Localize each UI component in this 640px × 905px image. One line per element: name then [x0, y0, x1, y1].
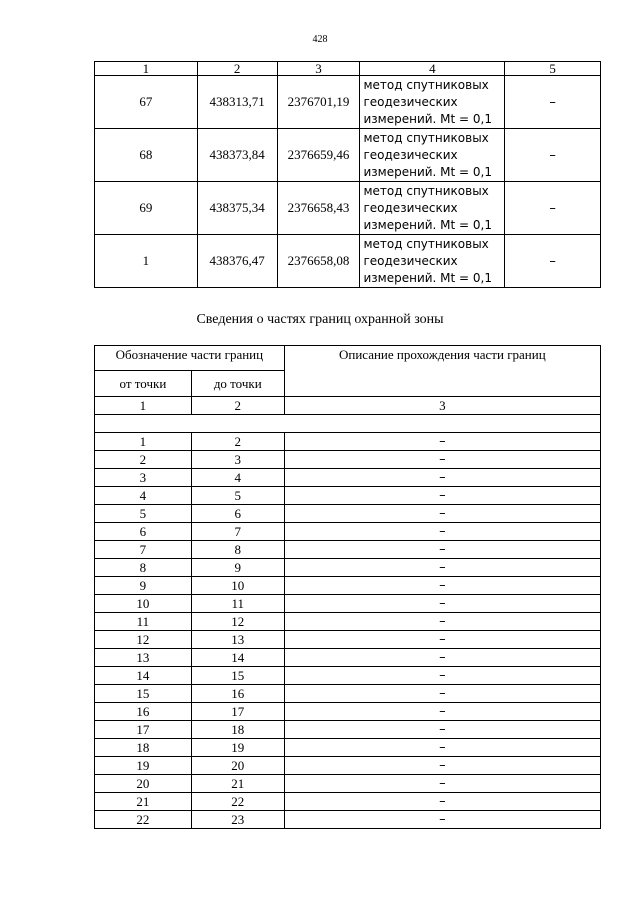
method-line: метод спутниковых	[363, 236, 489, 251]
description-cell: –	[284, 775, 600, 793]
description-cell: –	[284, 739, 600, 757]
from-point-cell: 2	[95, 451, 192, 469]
method-line: геодезических	[363, 147, 458, 162]
from-point-cell: 14	[95, 667, 192, 685]
description-cell: –	[284, 793, 600, 811]
boundary-part-row	[95, 721, 601, 739]
to-point-cell: 21	[191, 775, 284, 793]
from-point-header: от точки	[95, 371, 192, 397]
from-point-cell: 12	[95, 631, 192, 649]
to-point-cell: 13	[191, 631, 284, 649]
coordinate-row	[95, 129, 601, 182]
to-point-cell: 12	[191, 613, 284, 631]
boundary-part-row	[95, 793, 601, 811]
from-point-cell: 21	[95, 793, 192, 811]
column-number: 1	[95, 62, 198, 76]
coordinates-table	[94, 61, 601, 288]
x-coordinate-cell: 438373,84	[197, 129, 277, 182]
from-point-cell: 6	[95, 523, 192, 541]
description-cell: –	[284, 757, 600, 775]
boundary-parts-table	[94, 345, 601, 829]
from-point-cell: 11	[95, 613, 192, 631]
method-line: геодезических	[363, 94, 458, 109]
boundary-part-row	[95, 685, 601, 703]
point-number-cell: 67	[95, 76, 198, 129]
x-coordinate-cell: 438376,47	[197, 235, 277, 288]
to-point-cell: 20	[191, 757, 284, 775]
column-number: 2	[197, 62, 277, 76]
description-cell: –	[284, 721, 600, 739]
note-cell: –	[505, 182, 601, 235]
parts-column-numbers-row	[95, 397, 601, 415]
empty-row	[95, 415, 601, 433]
description-cell: –	[284, 667, 600, 685]
boundary-part-row	[95, 487, 601, 505]
description-cell: –	[284, 469, 600, 487]
boundary-part-row	[95, 577, 601, 595]
description-cell: –	[284, 613, 600, 631]
note-cell: –	[505, 76, 601, 129]
to-point-cell: 11	[191, 595, 284, 613]
coordinate-row	[95, 182, 601, 235]
from-point-cell: 7	[95, 541, 192, 559]
boundary-part-row	[95, 631, 601, 649]
boundary-part-row	[95, 775, 601, 793]
to-point-cell: 3	[191, 451, 284, 469]
boundary-part-row	[95, 541, 601, 559]
note-cell: –	[505, 129, 601, 182]
method-line: метод спутниковых	[363, 130, 489, 145]
from-point-cell: 3	[95, 469, 192, 487]
method-line: геодезических	[363, 253, 458, 268]
to-point-cell: 10	[191, 577, 284, 595]
to-point-header: до точки	[191, 371, 284, 397]
description-cell: –	[284, 433, 600, 451]
column-number: 2	[191, 397, 284, 415]
to-point-cell: 23	[191, 811, 284, 829]
to-point-cell: 4	[191, 469, 284, 487]
column-number: 1	[95, 397, 192, 415]
x-coordinate-cell: 438313,71	[197, 76, 277, 129]
description-cell: –	[284, 577, 600, 595]
method-line: метод спутниковых	[363, 183, 489, 198]
parts-header-row	[95, 346, 601, 371]
note-cell: –	[505, 235, 601, 288]
from-point-cell: 5	[95, 505, 192, 523]
boundary-part-row	[95, 559, 601, 577]
section-title: Сведения о частях границ охранной зоны	[196, 312, 444, 327]
boundary-part-row	[95, 595, 601, 613]
method-line: метод спутниковых	[363, 77, 489, 92]
boundary-part-row	[95, 667, 601, 685]
description-cell: –	[284, 559, 600, 577]
boundary-part-row	[95, 433, 601, 451]
to-point-cell: 17	[191, 703, 284, 721]
boundary-part-row	[95, 739, 601, 757]
method-cell	[360, 182, 505, 235]
boundary-part-row	[95, 523, 601, 541]
description-cell: –	[284, 541, 600, 559]
description-cell: –	[284, 523, 600, 541]
y-coordinate-cell: 2376701,19	[277, 76, 360, 129]
description-cell: –	[284, 685, 600, 703]
point-number-cell: 69	[95, 182, 198, 235]
boundary-part-row	[95, 505, 601, 523]
boundary-part-row	[95, 451, 601, 469]
method-line: измерений. Mt = 0,1	[363, 270, 492, 285]
to-point-cell: 5	[191, 487, 284, 505]
column-number: 4	[360, 62, 505, 76]
boundary-part-row	[95, 811, 601, 829]
to-point-cell: 6	[191, 505, 284, 523]
coordinate-row	[95, 76, 601, 129]
from-point-cell: 13	[95, 649, 192, 667]
method-line: измерений. Mt = 0,1	[363, 164, 492, 179]
description-cell: –	[284, 631, 600, 649]
column-number: 5	[505, 62, 601, 76]
y-coordinate-cell: 2376658,08	[277, 235, 360, 288]
to-point-cell: 22	[191, 793, 284, 811]
boundary-part-row	[95, 469, 601, 487]
description-cell: –	[284, 487, 600, 505]
description-cell: –	[284, 649, 600, 667]
to-point-cell: 18	[191, 721, 284, 739]
designation-header: Обозначение части границ	[95, 346, 285, 371]
from-point-cell: 19	[95, 757, 192, 775]
from-point-cell: 10	[95, 595, 192, 613]
to-point-cell: 14	[191, 649, 284, 667]
from-point-cell: 22	[95, 811, 192, 829]
to-point-cell: 19	[191, 739, 284, 757]
description-cell: –	[284, 703, 600, 721]
point-number-cell: 68	[95, 129, 198, 182]
from-point-cell: 17	[95, 721, 192, 739]
from-point-cell: 18	[95, 739, 192, 757]
column-number: 3	[277, 62, 360, 76]
x-coordinate-cell: 438375,34	[197, 182, 277, 235]
method-cell	[360, 235, 505, 288]
from-point-cell: 16	[95, 703, 192, 721]
to-point-cell: 9	[191, 559, 284, 577]
method-line: измерений. Mt = 0,1	[363, 111, 492, 126]
to-point-cell: 7	[191, 523, 284, 541]
method-cell	[360, 129, 505, 182]
description-cell: –	[284, 505, 600, 523]
method-line: измерений. Mt = 0,1	[363, 217, 492, 232]
to-point-cell: 2	[191, 433, 284, 451]
coordinate-row	[95, 235, 601, 288]
boundary-part-row	[95, 703, 601, 721]
to-point-cell: 16	[191, 685, 284, 703]
from-point-cell: 15	[95, 685, 192, 703]
column-number: 3	[284, 397, 600, 415]
to-point-cell: 15	[191, 667, 284, 685]
boundary-part-row	[95, 757, 601, 775]
point-number-cell: 1	[95, 235, 198, 288]
page-number: 428	[312, 34, 328, 45]
y-coordinate-cell: 2376659,46	[277, 129, 360, 182]
description-cell: –	[284, 595, 600, 613]
from-point-cell: 1	[95, 433, 192, 451]
coordinates-header-row	[95, 62, 601, 76]
empty-cell	[95, 415, 601, 433]
from-point-cell: 4	[95, 487, 192, 505]
description-cell: –	[284, 451, 600, 469]
description-header: Описание прохождения части границ	[284, 346, 600, 397]
method-line: геодезических	[363, 200, 458, 215]
from-point-cell: 8	[95, 559, 192, 577]
from-point-cell: 9	[95, 577, 192, 595]
boundary-part-row	[95, 649, 601, 667]
boundary-part-row	[95, 613, 601, 631]
y-coordinate-cell: 2376658,43	[277, 182, 360, 235]
from-point-cell: 20	[95, 775, 192, 793]
to-point-cell: 8	[191, 541, 284, 559]
method-cell	[360, 76, 505, 129]
description-cell: –	[284, 811, 600, 829]
